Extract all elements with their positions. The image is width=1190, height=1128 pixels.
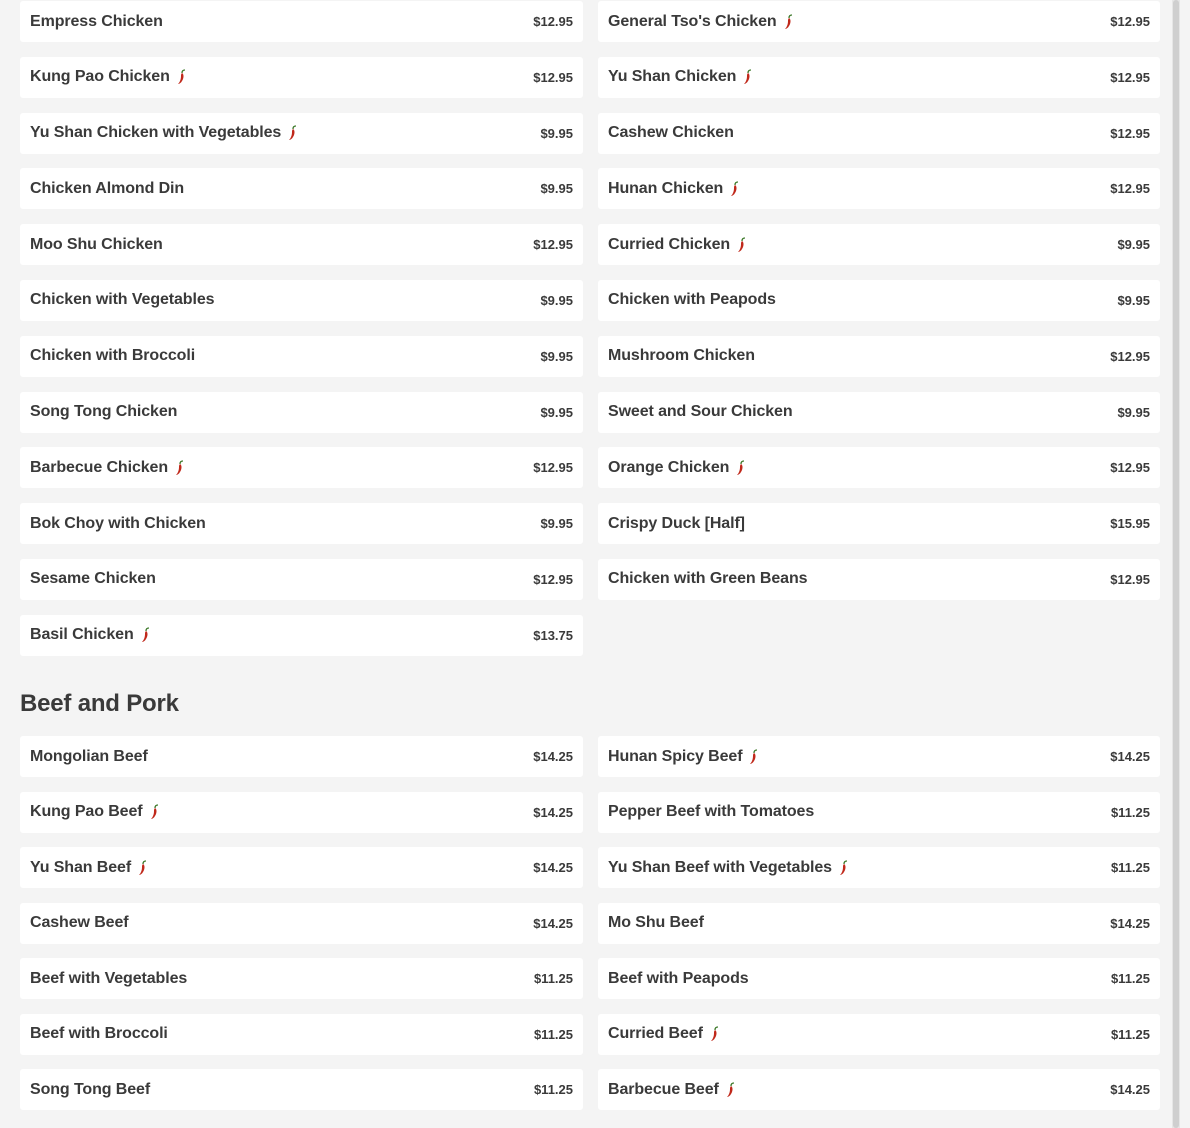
menu-item-name: Song Tong Beef — [30, 1080, 151, 1098]
menu-item-name: Sweet and Sour Chicken — [608, 403, 793, 421]
beef-pork-menu-grid — [20, 736, 1160, 1110]
menu-item-name: Kung Pao Chicken — [30, 68, 170, 86]
menu-item-price: $11.25 — [1110, 971, 1150, 986]
menu-item-price: $11.25 — [1110, 1026, 1150, 1042]
menu-item-price: $9.95 — [1117, 237, 1150, 253]
menu-item-name: Cashew Chicken — [608, 124, 734, 142]
menu-item-name: Chicken Almond Din — [30, 179, 185, 197]
menu-item[interactable] — [598, 792, 1160, 833]
menu-item[interactable] — [20, 1014, 583, 1055]
menu-item[interactable] — [20, 113, 583, 154]
menu-item[interactable] — [598, 336, 1160, 377]
menu-item[interactable] — [20, 792, 583, 833]
menu-item-name: Barbecue Beef — [608, 1080, 719, 1098]
menu-item[interactable] — [598, 847, 1160, 888]
menu-item[interactable] — [598, 280, 1160, 321]
menu-item-name: Moo Shu Chicken — [30, 235, 163, 253]
menu-item-name: Pepper Beef with Tomatoes — [608, 803, 815, 820]
menu-item-price: $9.95 — [540, 125, 573, 141]
chili-pepper-icon — [749, 749, 759, 765]
menu-item[interactable] — [598, 503, 1160, 544]
section-title-beef-and-pork: Beef and Pork — [20, 690, 179, 717]
menu-item-name: Chicken with Vegetables — [30, 291, 215, 309]
menu-item[interactable] — [598, 1, 1160, 42]
menu-item[interactable] — [20, 1069, 583, 1110]
menu-item[interactable] — [20, 903, 583, 944]
menu-item-name: Bok Choy with Chicken — [30, 514, 206, 532]
scrollbar-thumb[interactable] — [1173, 0, 1179, 1128]
chili-pepper-icon — [730, 181, 740, 197]
menu-item-price: $11.25 — [533, 1026, 573, 1042]
menu-item-name: Beef with Broccoli — [30, 1025, 168, 1042]
menu-item[interactable] — [598, 736, 1160, 777]
menu-item-name: Beef with Peapods — [608, 969, 749, 987]
menu-item-price: $9.95 — [1117, 404, 1150, 420]
menu-item[interactable] — [20, 224, 583, 265]
menu-item-name: Basil Chicken — [30, 626, 134, 644]
menu-item-name: Chicken with Broccoli — [30, 347, 196, 365]
menu-item-name: Cashew Beef — [30, 914, 129, 931]
menu-item[interactable] — [20, 847, 583, 888]
menu-item-price: $12.95 — [1110, 14, 1150, 29]
menu-item-price: $12.95 — [1110, 460, 1150, 476]
menu-item-price: $9.95 — [540, 292, 573, 308]
menu-item-price: $12.95 — [1110, 69, 1150, 85]
menu-item-name: Mushroom Chicken — [608, 347, 755, 365]
menu-item-price: $11.25 — [533, 971, 573, 986]
menu-item-name: Hunan Chicken — [608, 179, 724, 197]
menu-item[interactable] — [20, 57, 583, 98]
menu-item-price: $9.95 — [540, 404, 573, 420]
chili-pepper-icon — [839, 860, 849, 876]
menu-item-price: $9.95 — [540, 348, 573, 364]
menu-item[interactable] — [20, 1, 583, 42]
menu-item-name: Mo Shu Beef — [608, 914, 704, 931]
chili-pepper-icon — [138, 860, 148, 876]
menu-item-price: $14.25 — [533, 749, 573, 764]
chili-pepper-icon — [737, 237, 747, 253]
menu-item[interactable] — [598, 57, 1160, 98]
menu-item-name: Crispy Duck [Half] — [608, 514, 745, 532]
menu-item-price: $14.25 — [533, 804, 573, 820]
menu-item[interactable] — [20, 447, 583, 488]
menu-item-name: Song Tong Chicken — [30, 403, 178, 421]
menu-item[interactable] — [20, 615, 583, 656]
menu-item-name: Sesame Chicken — [30, 570, 156, 588]
menu-item[interactable] — [20, 559, 583, 600]
menu-item-name: Yu Shan Chicken with Vegetables — [30, 124, 282, 142]
menu-item-name: Curried Chicken — [608, 235, 731, 253]
menu-item-price: $11.25 — [1110, 860, 1150, 875]
menu-item-price: $12.95 — [533, 460, 573, 476]
chili-pepper-icon — [736, 460, 746, 476]
menu-item-price: $12.95 — [1110, 348, 1150, 364]
menu-item-price: $13.75 — [533, 627, 573, 643]
menu-item[interactable] — [20, 280, 583, 321]
menu-item-price: $12.95 — [533, 69, 573, 85]
menu-item-name: Yu Shan Chicken — [608, 68, 737, 86]
menu-item-price: $9.95 — [540, 181, 573, 197]
menu-item[interactable] — [20, 958, 583, 999]
menu-item[interactable] — [598, 224, 1160, 265]
menu-item-price: $9.95 — [1117, 292, 1150, 308]
menu-item[interactable] — [598, 1014, 1160, 1055]
menu-item-price: $12.95 — [533, 14, 573, 29]
menu-item-price: $14.25 — [533, 915, 573, 931]
chili-pepper-icon — [726, 1082, 736, 1098]
menu-item[interactable] — [598, 168, 1160, 209]
scrollbar-track[interactable] — [1172, 0, 1180, 1128]
menu-item[interactable] — [598, 903, 1160, 944]
chili-pepper-icon — [710, 1026, 720, 1042]
menu-item-name: Kung Pao Beef — [30, 803, 143, 820]
menu-item-price: $14.25 — [1110, 915, 1150, 931]
menu-item-name: Yu Shan Beef — [30, 858, 132, 876]
menu-item-price: $12.95 — [1110, 571, 1150, 587]
menu-item-name: Empress Chicken — [30, 12, 163, 30]
menu-item-price: $14.25 — [1110, 749, 1150, 764]
chili-pepper-icon — [150, 804, 160, 820]
menu-item-price: $12.95 — [533, 237, 573, 253]
menu-item-price: $11.25 — [1110, 804, 1150, 820]
menu-item-name: General Tso's Chicken — [608, 12, 777, 30]
menu-item-name: Orange Chicken — [608, 458, 730, 476]
menu-item[interactable] — [598, 958, 1160, 999]
chili-pepper-icon — [743, 69, 753, 85]
menu-item-price: $12.95 — [533, 571, 573, 587]
chili-pepper-icon — [175, 460, 185, 476]
menu-item[interactable] — [598, 447, 1160, 488]
menu-item[interactable] — [598, 392, 1160, 433]
menu-item-name: Curried Beef — [608, 1025, 703, 1042]
chili-pepper-icon — [177, 69, 187, 85]
menu-item[interactable] — [20, 503, 583, 544]
menu-item[interactable] — [20, 392, 583, 433]
menu-item-name: Yu Shan Beef with Vegetables — [608, 858, 832, 876]
menu-item-name: Hunan Spicy Beef — [608, 747, 743, 765]
chili-pepper-icon — [784, 14, 794, 30]
menu-item[interactable] — [598, 559, 1160, 600]
menu-item[interactable] — [598, 1069, 1160, 1110]
menu-item-name: Chicken with Peapods — [608, 291, 776, 309]
menu-item-name: Chicken with Green Beans — [608, 570, 808, 588]
menu-item-price: $15.95 — [1110, 516, 1150, 532]
menu-item[interactable] — [20, 336, 583, 377]
chili-pepper-icon — [288, 125, 298, 141]
menu-item-price: $9.95 — [540, 516, 573, 532]
menu-item-name: Barbecue Chicken — [30, 458, 169, 476]
menu-item-price: $12.95 — [1110, 125, 1150, 141]
menu-item-price: $14.25 — [533, 860, 573, 875]
menu-item-price: $11.25 — [533, 1082, 573, 1097]
menu-item-name: Beef with Vegetables — [30, 969, 188, 987]
chicken-menu-grid — [20, 1, 1160, 656]
chili-pepper-icon — [141, 627, 151, 643]
menu-item-price: $14.25 — [1110, 1082, 1150, 1097]
menu-item[interactable] — [20, 736, 583, 777]
menu-item[interactable] — [20, 168, 583, 209]
menu-item-name: Mongolian Beef — [30, 747, 148, 765]
menu-item-price: $12.95 — [1110, 181, 1150, 197]
menu-item[interactable] — [598, 113, 1160, 154]
